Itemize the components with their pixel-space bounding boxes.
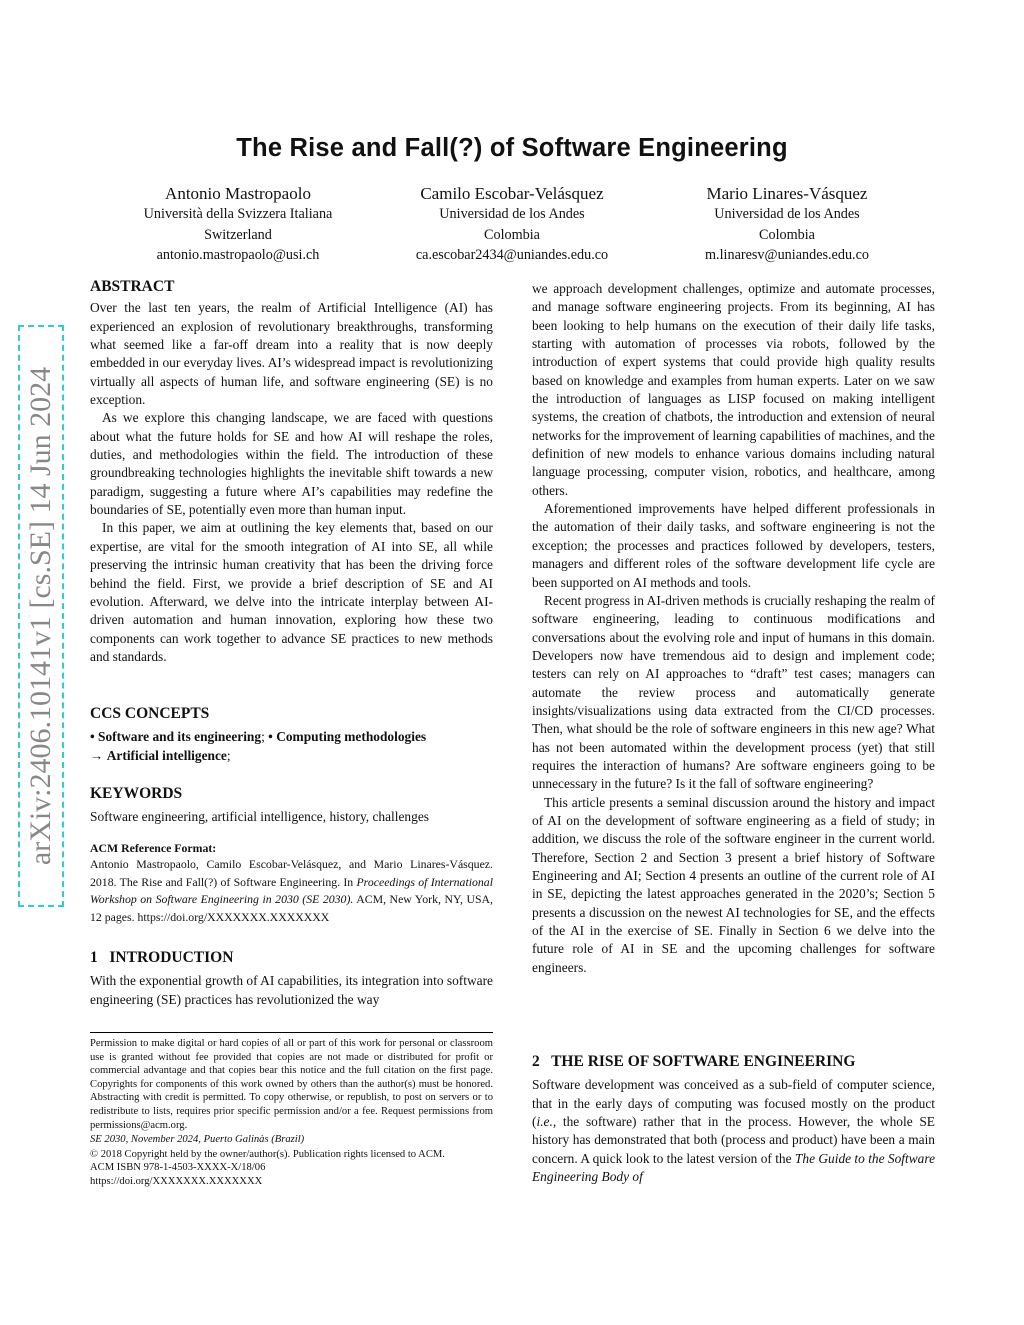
paper-title: The Rise and Fall(?) of Software Engineering [236, 134, 788, 162]
author-email[interactable]: ca.escobar2434@uniandes.edu.co [415, 247, 609, 263]
author-name: Antonio Mastropaolo [165, 184, 311, 203]
ccs-arrow: → [90, 747, 107, 763]
section-2-text: Software development was conceived as a sub-field of computer science, that in the early days of computing was focused mostly on the product ( [532, 1077, 935, 1130]
arxiv-id[interactable]: arXiv:2406.10141v1 [cs.SE] 14 Jun 2024 [24, 366, 57, 866]
section-2-ie: i.e., [536, 1114, 557, 1130]
author-name: Mario Linares-Vásquez [706, 184, 868, 203]
abstract-paragraph: Over the last ten years, the realm of Artificial Intelligence (AI) has experienced an explosion of revolutionary breakthroughs, transforming what seemed like a far-off dream into a reality that is now deeply embedded in our everyday lives. AI’s widespread impact is revolutionizing virtually all aspects of human life, and software engineering (SE) is no exception. [90, 300, 493, 408]
abstract-heading: ABSTRACT [90, 278, 175, 295]
author-affiliation: Universidad de los Andes [439, 206, 585, 222]
author-email[interactable]: antonio.mastropaolo@usi.ch [156, 247, 320, 263]
acm-reference-venue: Proceedings of International Workshop on Software Engineering in 2030 (SE 2030). [90, 874, 493, 906]
introduction-section [90, 949, 493, 1009]
abstract-paragraph: In this paper, we aim at outlining the key elements that, based on our expertise, are vital for the smooth integration of AI into SE, all while preserving the intrinsic human creativity that has been the driving force behind the field. First, we provide a brief description of SE and AI evolution. Afterward, we delve into the intricate interplay between AI-driven automation and human innovation, exploring how these two components can work together to advance SE practices to new methods and standards. [90, 520, 493, 664]
section-2-text: the software) rather that in the process. However, the whole SE history has demonstrated that both (process and product) have been a main concern. A quick look to the latest version of the [532, 1114, 935, 1166]
introduction-continued [532, 280, 935, 977]
doi-link[interactable]: https://doi.org/XXXXXXX.XXXXXXX [90, 1175, 263, 1187]
ccs-end: ; [226, 747, 231, 763]
isbn: ACM ISBN 978-1-4503-XXXX-X/18/06 [90, 1162, 266, 1174]
ccs-concept: • Computing methodologies [268, 729, 427, 745]
permission-notice: Permission to make digital or hard copies of all or part of this work for personal or classroom use is granted without fee provided that copies are not made or distributed for profit or commercial advantage and that copies bear this notice and the full citation on the first page. Copyrights for components of this work owned by others than the author(s) must be honored. Abstracting with credit is permitted. To copy otherwise, or republish, to post on servers or to redistribute to lists, requires prior specific permission and/or a fee. Request permissions from permissions@acm.org. [90, 1038, 493, 1131]
introduction-heading: 1 INTRODUCTION [90, 949, 234, 966]
abstract-section [90, 278, 493, 666]
introduction-paragraph: we approach development challenges, optimize and automate processes, and manage software engineering projects. From its beginning, AI has been looking to help humans on the execution of their daily life tasks, starting with automation of processes via robots, followed by the introduction of expert systems that could provide high quality results based on knowledge and examples from human experts. Later on we saw the introduction of languages as LISP focused on making intelligent systems, the creation of chatbots, the introduction and extension of neural networks for the improvement of learning capabilities of machines, and the definition of new models to enhance various domains including natural language processing, computer vision, robotics, and healthcare, among others. [532, 281, 935, 498]
author-country: Colombia [759, 226, 815, 243]
author-country: Colombia [484, 226, 540, 243]
ccs-heading: CCS CONCEPTS [90, 705, 210, 722]
keywords-section [90, 785, 493, 827]
author-name: Camilo Escobar-Velásquez [420, 184, 604, 203]
section-2-book-title: The Guide to the Software Engineering Body of [532, 1150, 936, 1185]
author-2 [372, 183, 652, 266]
keywords-text: Software engineering, artificial intelligence, history, challenges [90, 809, 429, 825]
acm-reference [90, 840, 493, 926]
acm-reference-heading: ACM Reference Format: [90, 841, 217, 855]
author-3 [647, 183, 927, 266]
author-affiliation: Universidad de los Andes [714, 206, 860, 222]
introduction-paragraph: This article presents a seminal discussion around the history and impact of AI on the development of software engineering as a field of study; in addition, we discuss the role of the software engineer in the current world. Therefore, Section 2 and Section 3 present a brief history of Software Engineering and AI; Section 4 presents an outline of the current role of AI in SE, depicting the latest approaches generated in the 2020’s; Section 5 presents a discussion on the newest AI technologies for SE, and the effects of the AI in the exercise of SE. Finally in Section 6 we delve into the future role of AI in SE and the upcoming challenges for software engineers. [532, 794, 935, 975]
acm-reference-text: Antonio Mastropaolo, Camilo Escobar-Velásquez, and Mario Linares-Vásquez. 2018. The Rise and Fall(?) of Software Engineering. In [90, 857, 493, 889]
ccs-concept: Artificial intelligence [106, 747, 227, 763]
copyright-notice: © 2018 Copyright held by the owner/author(s). Publication rights licensed to ACM. [90, 1148, 445, 1160]
introduction-paragraph: Aforementioned improvements have helped different professionals in the automation of their daily tasks, and software engineering is not the exception; the processes and practices followed by developers, testers, managers and different roles of the software development life cycle are been supported on AI methods and tools. [532, 501, 935, 590]
ccs-concept: • Software and its engineering [90, 729, 262, 745]
introduction-paragraph: Recent progress in AI-driven methods is crucially reshaping the realm of software engineering, leading to continuous modifications and conversations about the evolving role and input of humans in this domain. Developers now have tremendous aid to design and implement code; testers can rely on AI approaches to “draft” test cases; managers can automate the review process and automatically generate insights/visualizations using data extracted from the CI/CD processes. Then, what should be the role of software engineers in this new age? What has not been automated within the development process (yet) that still requires the interaction of humans? Are software engineers going to be unnecessary in the future? Is it the fall of software engineering? [532, 592, 935, 792]
footnote [90, 1037, 493, 1189]
author-country: Switzerland [204, 226, 272, 243]
acm-reference-text: ACM, New York, NY, USA, 12 pages. https://doi.org/XXXXXXX.XXXXXXX [90, 892, 493, 924]
author-1 [98, 183, 378, 266]
section-2 [532, 1053, 935, 1186]
keywords-heading: KEYWORDS [90, 785, 183, 802]
ccs-section [90, 705, 493, 765]
conference-info: SE 2030, November 2024, Puerto Galinàs (Brazil) [90, 1134, 305, 1146]
author-email[interactable]: m.linaresv@uniandes.edu.co [705, 247, 869, 263]
ccs-separator: ; [261, 729, 269, 745]
abstract-paragraph: As we explore this changing landscape, we are faced with questions about what the future holds for SE and how AI will reshape the roles, duties, and methodologies within the field. The introduction of these groundbreaking technologies highlights the inevitable shift towards a new paradigm, suggesting a future where AI’s capabilities may redefine the boundaries of SE, potentially even more than human input. [90, 410, 493, 518]
footnote-divider [90, 1032, 493, 1033]
introduction-paragraph: With the exponential growth of AI capabilities, its integration into software engineering (SE) practices has revolutionized the way [90, 973, 493, 1007]
author-affiliation: Università della Svizzera Italiana [143, 206, 333, 222]
section-2-heading: 2 THE RISE OF SOFTWARE ENGINEERING [532, 1053, 856, 1070]
arxiv-stamp [18, 325, 64, 907]
